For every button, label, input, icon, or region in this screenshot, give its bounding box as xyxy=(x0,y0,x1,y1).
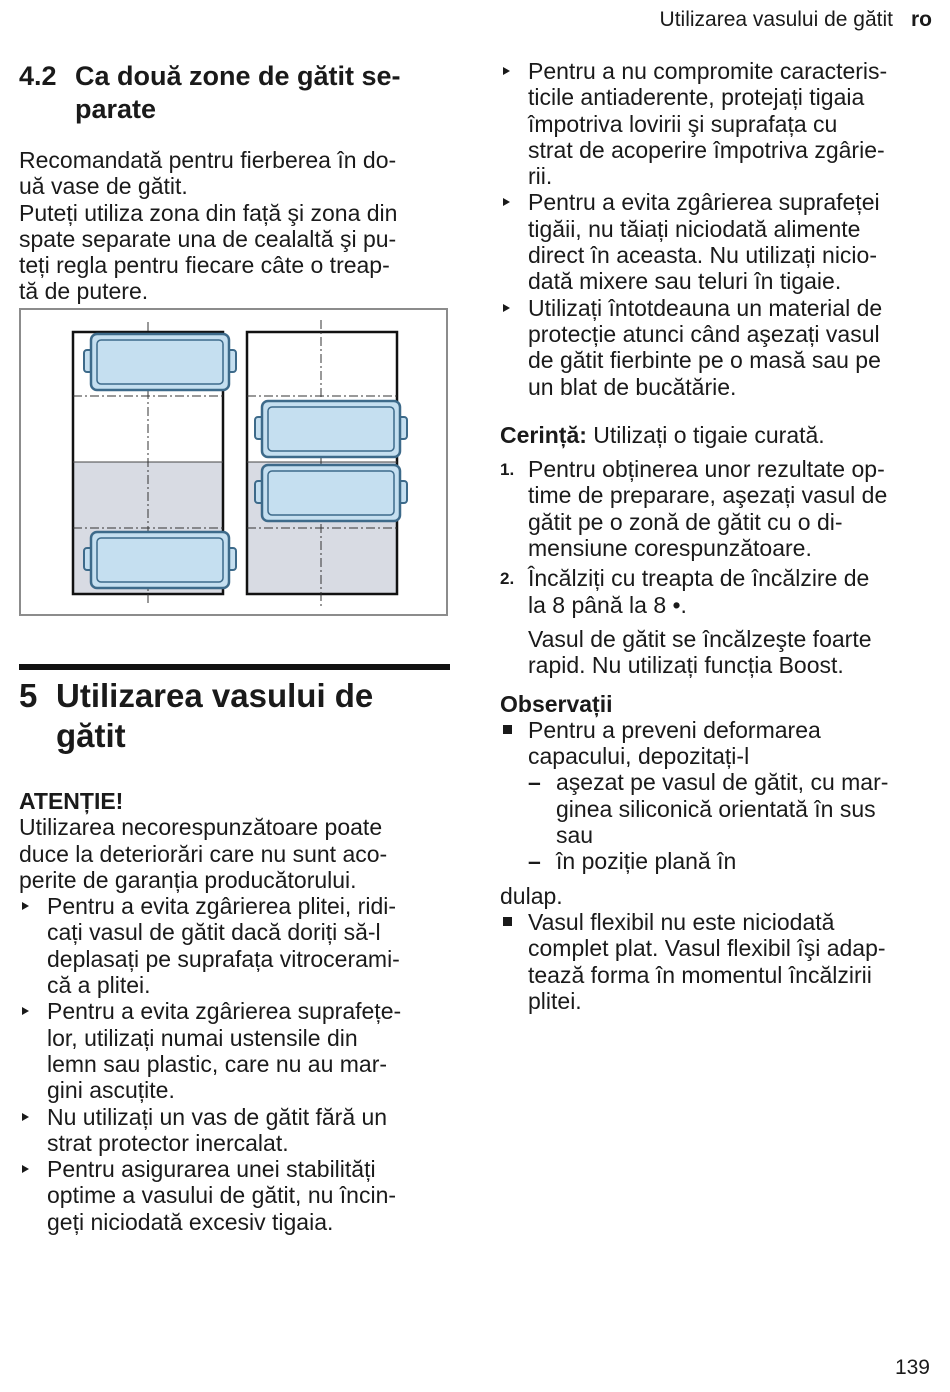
section-rule xyxy=(19,664,450,670)
header-title: Utilizarea vasului de gătit xyxy=(659,8,893,31)
zones-diagram xyxy=(21,310,446,614)
notes-list xyxy=(500,717,935,1014)
header-lang: ro xyxy=(911,8,932,31)
list-item: Pentru a evita zgârierea suprafeței tigăii, nu tăiați niciodată alimente direct în aceasta. Nu utilizați nicio- dată mixere sau teluri în tigaie. xyxy=(500,189,935,294)
heading-line: parate xyxy=(75,94,157,124)
warning-bullets xyxy=(19,893,450,1235)
list-item: Nu utilizați un vas de gătit fără un strat protector inercalat. xyxy=(19,1104,450,1157)
page-number: 139 xyxy=(894,1356,930,1379)
protection-bullets xyxy=(500,58,935,400)
warning-text: Utilizarea necorespunzătoare poate duce la deteriorări care nu sunt aco- perite de garanția producătorului. xyxy=(19,814,388,893)
step-result: Vasul de gătit se încălzeşte foarte rapid. Nu utilizați funcția Boost. xyxy=(528,625,872,679)
warning-label: ATENȚIE! xyxy=(19,788,124,814)
list-item: Pentru a nu compromite caracteris- ticile antiaderente, protejați tigaia împotriva lovirii şi suprafața cu strat de acoperire împotriva zgârie- rii. xyxy=(500,58,935,189)
pan-icon xyxy=(255,465,407,521)
sub-list xyxy=(528,769,935,874)
sub-item: – aşezat pe vasul de gătit, cu mar- ginea siliconică orientată în sus sau xyxy=(528,769,935,848)
list-item: Pentru a evita zgârierea suprafețe- lor, utilizați numai ustensile din lemn sau plastic, care nu au mar- gini ascuțite. xyxy=(19,998,450,1103)
section-5 xyxy=(19,676,450,1235)
note-item: Vasul flexibil nu este niciodată complet plat. Vasul flexibil îşi adap- tează forma în momentul încălzirii plitei. xyxy=(500,909,935,1014)
cooking-zones-figure xyxy=(19,308,448,616)
list-item: Utilizați întotdeauna un material de protecție atunci când aşezați vasul de gătit fierbinte pe o masă sau pe un blat de bucătărie. xyxy=(500,295,935,400)
section-number: 4.2 xyxy=(19,61,57,91)
intro-paragraph: Recomandată pentru fierberea în do- uă vase de gătit. Puteți utiliza zona din față şi zona din spate separate una de cealaltă şi pu- teți regla pentru fiecare câte o treap- tă de putere. xyxy=(19,147,398,305)
heading-line: Utilizarea vasului de xyxy=(56,677,374,714)
heading-line: Ca două zone de gătit se- xyxy=(75,61,401,91)
requirement xyxy=(500,422,935,448)
requirement-label: Cerință: xyxy=(500,421,587,448)
hob-left xyxy=(73,322,236,606)
sub-item: – în poziție plană în xyxy=(528,848,935,874)
left-column-top xyxy=(19,60,444,305)
right-column xyxy=(500,58,935,1014)
pan-icon xyxy=(255,401,407,457)
steps-list xyxy=(500,456,935,618)
section-4-2-heading xyxy=(19,60,444,126)
step-item: 1. Pentru obținerea unor rezultate op- time de preparare, aşezați vasul de gătit pe o zonă de gătit cu o di- mensiune corespunzătoare. xyxy=(500,456,888,562)
section-number: 5 xyxy=(19,677,38,714)
note-item: Pentru a preveni deformarea capacului, depozitați-l – aşezat pe vasul de gătit, cu mar- ginea siliconică orientată în sus sau – în poziție plană în dulap. xyxy=(500,717,935,909)
list-item: Pentru asigurarea unei stabilități optime a vasului de gătit, nu încin- geți niciodată excesiv tigaia. xyxy=(19,1156,450,1235)
pan-icon xyxy=(84,532,236,588)
pan-icon xyxy=(84,334,236,390)
notes-label: Observații xyxy=(500,690,613,717)
hob-right xyxy=(247,320,407,606)
list-item: Pentru a evita zgârierea plitei, ridi- cați vasul de gătit dacă doriți să-l deplasați pe suprafața vitrocerami- că a plitei. xyxy=(19,893,450,998)
running-header xyxy=(660,8,932,32)
step-item: 2. Încălziți cu treapta de încălzire de la 8 până la 8 •. xyxy=(500,565,870,618)
section-5-heading xyxy=(19,676,450,756)
heading-line: gătit xyxy=(56,717,126,754)
note-tail: dulap. xyxy=(500,882,563,909)
requirement-text: Utilizați o tigaie curată. xyxy=(586,421,825,448)
